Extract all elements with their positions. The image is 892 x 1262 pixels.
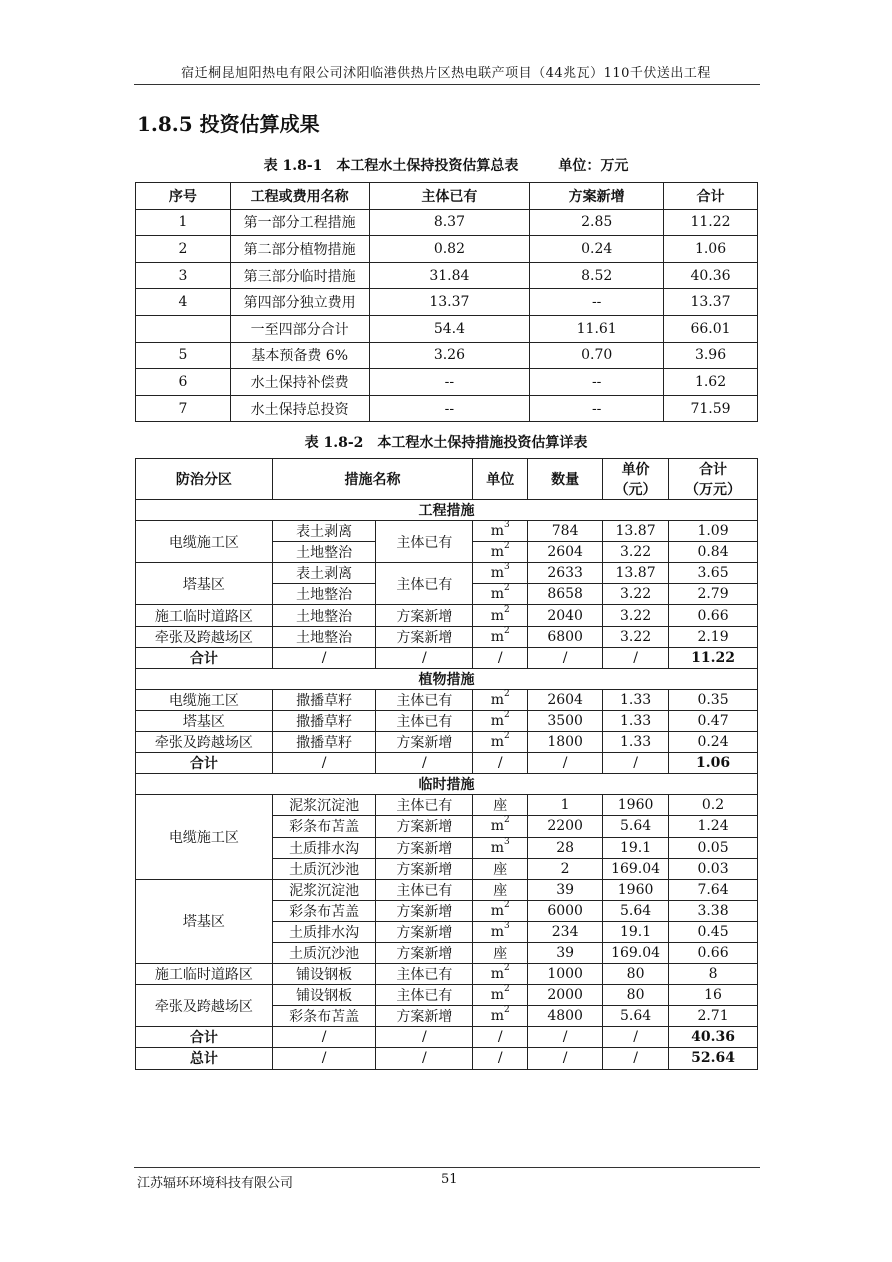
zone-cell: 牵张及跨越场区 [136, 985, 273, 1027]
unit-text: m [490, 734, 504, 751]
total-cell: 1.09 [669, 521, 758, 542]
table1-caption [0, 155, 892, 175]
unit-text: 座 [493, 861, 508, 878]
table1-row [136, 369, 758, 396]
table2-header-measure: 措施名称 [272, 459, 473, 500]
group-title-row [136, 668, 758, 689]
table1-cell: 第四部分独立费用 [230, 289, 369, 316]
unit-exponent: 2 [504, 541, 510, 552]
unit-text: m [490, 544, 504, 561]
group-title: 工程措施 [136, 500, 758, 521]
table2-header-zone: 防治分区 [136, 459, 273, 500]
total-cell: 0.84 [669, 542, 758, 563]
group-title-row [136, 774, 758, 795]
section-title: 1.8.5 投资估算成果 [137, 112, 320, 136]
price-header-line1: 单价 [621, 462, 650, 478]
slash-cell: / [473, 1027, 528, 1048]
table1-row [136, 209, 758, 236]
table1-cell: 3 [136, 262, 231, 289]
quantity-cell: 1000 [528, 964, 603, 985]
quantity-cell: 784 [528, 521, 603, 542]
unit-cell [473, 985, 528, 1006]
table1-row [136, 315, 758, 342]
table2-header-row [136, 459, 758, 500]
total-header-line2: （万元） [685, 482, 742, 498]
source-cell: 主体已有 [376, 964, 473, 985]
table1-header-cell: 工程或费用名称 [230, 183, 369, 210]
table2-row [136, 626, 758, 647]
quantity-cell: 2604 [528, 689, 603, 710]
quantity-cell: 2200 [528, 816, 603, 837]
price-cell: 5.64 [603, 900, 669, 921]
investment-summary-table [135, 182, 758, 422]
quantity-cell: 28 [528, 837, 603, 858]
table1-cell: -- [530, 369, 664, 396]
quantity-cell: 39 [528, 879, 603, 900]
quantity-cell: 2040 [528, 605, 603, 626]
source-cell: 主体已有 [376, 521, 473, 563]
table1-cell: 66.01 [664, 315, 758, 342]
table1-cell: 3.96 [664, 342, 758, 369]
table1-body [136, 209, 758, 422]
table1-cell: 第一部分工程措施 [230, 209, 369, 236]
quantity-cell: 4800 [528, 1006, 603, 1027]
measure-cell: 铺设钢板 [272, 964, 376, 985]
subtotal-total: 40.36 [669, 1027, 758, 1048]
unit-text: m [490, 607, 504, 624]
unit-text: m [490, 565, 504, 582]
unit-text: 座 [493, 946, 508, 963]
total-cell: 0.45 [669, 921, 758, 942]
measure-cell: 土地整治 [272, 626, 376, 647]
price-cell: 1.33 [603, 710, 669, 731]
table1-cell: 基本预备费 6% [230, 342, 369, 369]
source-cell: 主体已有 [376, 710, 473, 731]
measure-cell: 土质排水沟 [272, 921, 376, 942]
total-cell: 1.24 [669, 816, 758, 837]
source-cell: 主体已有 [376, 879, 473, 900]
table1-unit: 单位：万元 [558, 158, 629, 174]
footer-company: 江苏辐环环境科技有限公司 [137, 1176, 294, 1191]
group-title-row [136, 500, 758, 521]
slash-cell: / [376, 753, 473, 774]
table1-cell: -- [369, 395, 530, 422]
slash-cell: / [376, 1048, 473, 1069]
measure-cell: 铺设钢板 [272, 985, 376, 1006]
unit-cell [473, 732, 528, 753]
unit-cell [473, 879, 528, 900]
table1-cell: 1.06 [664, 236, 758, 263]
unit-exponent: 2 [504, 709, 510, 720]
price-cell: 5.64 [603, 816, 669, 837]
subtotal-label: 合计 [136, 1027, 273, 1048]
quantity-cell: 2000 [528, 985, 603, 1006]
slash-cell: / [272, 647, 376, 668]
total-header-line1: 合计 [699, 462, 728, 478]
subtotal-row [136, 1027, 758, 1048]
source-cell: 主体已有 [376, 563, 473, 605]
price-header-line2: （元） [614, 482, 657, 498]
unit-text: m [490, 1008, 504, 1025]
slash-cell: / [376, 1027, 473, 1048]
unit-cell [473, 921, 528, 942]
subtotal-total: 1.06 [669, 753, 758, 774]
table1-row [136, 289, 758, 316]
measure-cell: 撒播草籽 [272, 732, 376, 753]
zone-cell: 施工临时道路区 [136, 605, 273, 626]
table1-header-row [136, 183, 758, 210]
table1-cell: 11.61 [530, 315, 664, 342]
quantity-cell: 2604 [528, 542, 603, 563]
table2-header-unit: 单位 [473, 459, 528, 500]
unit-cell [473, 964, 528, 985]
table1-cell: 13.37 [369, 289, 530, 316]
table1-cell: 1.62 [664, 369, 758, 396]
table1-cell: 40.36 [664, 262, 758, 289]
slash-cell: / [528, 753, 603, 774]
footer-divider [134, 1167, 760, 1168]
total-cell: 7.64 [669, 879, 758, 900]
unit-cell [473, 521, 528, 542]
unit-exponent: 2 [504, 963, 510, 974]
unit-exponent: 2 [504, 984, 510, 995]
unit-exponent: 2 [504, 899, 510, 910]
source-cell: 主体已有 [376, 689, 473, 710]
table1-cell: 5 [136, 342, 231, 369]
unit-text: m [490, 691, 504, 708]
total-cell: 2.71 [669, 1006, 758, 1027]
table2-row [136, 795, 758, 816]
source-cell: 方案新增 [376, 921, 473, 942]
grand-total-row [136, 1048, 758, 1069]
table2-row [136, 521, 758, 542]
unit-text: m [490, 712, 504, 729]
quantity-cell: 234 [528, 921, 603, 942]
source-cell: 方案新增 [376, 732, 473, 753]
table1-cell: 31.84 [369, 262, 530, 289]
zone-cell: 塔基区 [136, 879, 273, 963]
quantity-cell: 3500 [528, 710, 603, 731]
quantity-cell: 2 [528, 858, 603, 879]
slash-cell: / [528, 1048, 603, 1069]
slash-cell: / [473, 1048, 528, 1069]
table1-cell: 0.70 [530, 342, 664, 369]
source-cell: 方案新增 [376, 1006, 473, 1027]
source-cell: 主体已有 [376, 795, 473, 816]
total-cell: 2.79 [669, 584, 758, 605]
table1-cell: 0.24 [530, 236, 664, 263]
subtotal-label: 合计 [136, 647, 273, 668]
table2-header-qty: 数量 [528, 459, 603, 500]
table1-cell: 3.26 [369, 342, 530, 369]
measure-cell: 土地整治 [272, 542, 376, 563]
quantity-cell: 39 [528, 942, 603, 963]
unit-text: m [490, 966, 504, 983]
header-divider [134, 84, 760, 85]
measure-cell: 土质沉沙池 [272, 858, 376, 879]
total-cell: 0.47 [669, 710, 758, 731]
table1-row [136, 395, 758, 422]
table1-cell: -- [530, 289, 664, 316]
table2-row [136, 689, 758, 710]
table1-cell: 2.85 [530, 209, 664, 236]
slash-cell: / [272, 1027, 376, 1048]
table1-cell: 2 [136, 236, 231, 263]
unit-exponent: 2 [504, 583, 510, 594]
unit-text: m [490, 902, 504, 919]
page-number: 51 [441, 1172, 458, 1187]
quantity-cell: 6000 [528, 900, 603, 921]
unit-cell [473, 858, 528, 879]
price-cell: 1960 [603, 795, 669, 816]
subtotal-row [136, 647, 758, 668]
source-cell: 方案新增 [376, 626, 473, 647]
unit-cell [473, 584, 528, 605]
source-cell: 方案新增 [376, 942, 473, 963]
table2-row [136, 563, 758, 584]
table1-cell: 1 [136, 209, 231, 236]
table1-cell: 一至四部分合计 [230, 315, 369, 342]
table2-header-price [603, 459, 669, 500]
measure-cell: 彩条布苫盖 [272, 1006, 376, 1027]
unit-exponent: 2 [504, 731, 510, 742]
price-cell: 169.04 [603, 942, 669, 963]
measure-cell: 撒播草籽 [272, 710, 376, 731]
price-cell: 3.22 [603, 542, 669, 563]
unit-exponent: 3 [504, 836, 510, 847]
table2-row [136, 605, 758, 626]
zone-cell: 塔基区 [136, 710, 273, 731]
price-cell: 1.33 [603, 732, 669, 753]
measure-cell: 泥浆沉淀池 [272, 795, 376, 816]
total-cell: 0.66 [669, 605, 758, 626]
measure-cell: 泥浆沉淀池 [272, 879, 376, 900]
price-cell: 80 [603, 985, 669, 1006]
measure-cell: 彩条布苫盖 [272, 900, 376, 921]
table1-cell: 8.52 [530, 262, 664, 289]
unit-cell [473, 942, 528, 963]
unit-cell [473, 900, 528, 921]
price-cell: 3.22 [603, 584, 669, 605]
unit-text: m [490, 923, 504, 940]
zone-cell: 电缆施工区 [136, 689, 273, 710]
unit-exponent: 2 [504, 688, 510, 699]
slash-cell: / [272, 1048, 376, 1069]
table1-cell: 71.59 [664, 395, 758, 422]
total-cell: 8 [669, 964, 758, 985]
unit-exponent: 2 [504, 815, 510, 826]
quantity-cell: 1 [528, 795, 603, 816]
table1-cell: -- [530, 395, 664, 422]
source-cell: 方案新增 [376, 816, 473, 837]
table2-row [136, 985, 758, 1006]
price-cell: 80 [603, 964, 669, 985]
table2-body [136, 459, 758, 1070]
unit-text: m [490, 839, 504, 856]
table1-cell: 第三部分临时措施 [230, 262, 369, 289]
unit-cell [473, 816, 528, 837]
group-title: 临时措施 [136, 774, 758, 795]
table1-caption-text: 表 1.8-1 本工程水土保持投资估算总表 [263, 158, 519, 174]
table1-cell: 水土保持总投资 [230, 395, 369, 422]
slash-cell: / [603, 1048, 669, 1069]
price-cell: 3.22 [603, 605, 669, 626]
price-cell: 169.04 [603, 858, 669, 879]
zone-cell: 牵张及跨越场区 [136, 732, 273, 753]
total-cell: 0.05 [669, 837, 758, 858]
table1-cell: 第二部分植物措施 [230, 236, 369, 263]
measure-cell: 撒播草籽 [272, 689, 376, 710]
measure-cell: 土地整治 [272, 605, 376, 626]
unit-exponent: 3 [504, 920, 510, 931]
table1-cell [136, 315, 231, 342]
unit-cell [473, 1006, 528, 1027]
total-cell: 0.2 [669, 795, 758, 816]
source-cell: 方案新增 [376, 900, 473, 921]
zone-cell: 电缆施工区 [136, 521, 273, 563]
total-cell: 0.66 [669, 942, 758, 963]
grand-total-total: 52.64 [669, 1048, 758, 1069]
unit-text: 座 [493, 882, 508, 899]
subtotal-total: 11.22 [669, 647, 758, 668]
price-cell: 5.64 [603, 1006, 669, 1027]
total-cell: 0.35 [669, 689, 758, 710]
price-cell: 19.1 [603, 921, 669, 942]
measure-cell: 表土剥离 [272, 521, 376, 542]
source-cell: 方案新增 [376, 837, 473, 858]
table1-row [136, 236, 758, 263]
price-cell: 3.22 [603, 626, 669, 647]
measure-cell: 土质沉沙池 [272, 942, 376, 963]
unit-exponent: 2 [504, 1005, 510, 1016]
page-header-title: 宿迁桐昆旭阳热电有限公司沭阳临港供热片区热电联产项目（44兆瓦）110千伏送出工程 [181, 66, 711, 81]
unit-cell [473, 837, 528, 858]
price-cell: 13.87 [603, 521, 669, 542]
table1-cell: 水土保持补偿费 [230, 369, 369, 396]
quantity-cell: 6800 [528, 626, 603, 647]
table1-row [136, 262, 758, 289]
slash-cell: / [376, 647, 473, 668]
table1-row [136, 342, 758, 369]
slash-cell: / [528, 1027, 603, 1048]
price-cell: 1960 [603, 879, 669, 900]
unit-cell [473, 710, 528, 731]
table1-cell: 0.82 [369, 236, 530, 263]
table2-caption: 表 1.8-2 本工程水土保持措施投资估算详表 [304, 435, 588, 451]
zone-cell: 电缆施工区 [136, 795, 273, 879]
unit-text: 座 [493, 798, 508, 815]
table1-cell: 11.22 [664, 209, 758, 236]
table2-row [136, 964, 758, 985]
table1-header-cell: 合计 [664, 183, 758, 210]
unit-cell [473, 626, 528, 647]
table1-cell: 8.37 [369, 209, 530, 236]
unit-text: m [490, 818, 504, 835]
measure-cell: 彩条布苫盖 [272, 816, 376, 837]
table1-cell: 4 [136, 289, 231, 316]
slash-cell: / [473, 753, 528, 774]
table2-row [136, 710, 758, 731]
unit-cell [473, 605, 528, 626]
price-cell: 1.33 [603, 689, 669, 710]
table1-header-cell: 主体已有 [369, 183, 530, 210]
measure-cell: 表土剥离 [272, 563, 376, 584]
unit-text: m [490, 586, 504, 603]
zone-cell: 塔基区 [136, 563, 273, 605]
unit-text: m [490, 628, 504, 645]
total-cell: 3.38 [669, 900, 758, 921]
table2-header-total [669, 459, 758, 500]
total-cell: 3.65 [669, 563, 758, 584]
unit-cell [473, 689, 528, 710]
price-cell: 13.87 [603, 563, 669, 584]
source-cell: 主体已有 [376, 985, 473, 1006]
slash-cell: / [603, 647, 669, 668]
source-cell: 方案新增 [376, 605, 473, 626]
group-title: 植物措施 [136, 668, 758, 689]
table1-cell: -- [369, 369, 530, 396]
table1-cell: 7 [136, 395, 231, 422]
slash-cell: / [603, 1027, 669, 1048]
measure-detail-table [135, 458, 758, 1070]
zone-cell: 施工临时道路区 [136, 964, 273, 985]
measure-cell: 土地整治 [272, 584, 376, 605]
unit-exponent: 2 [504, 604, 510, 615]
unit-cell [473, 795, 528, 816]
table2-row [136, 879, 758, 900]
source-cell: 方案新增 [376, 858, 473, 879]
zone-cell: 牵张及跨越场区 [136, 626, 273, 647]
slash-cell: / [603, 753, 669, 774]
unit-cell [473, 542, 528, 563]
price-cell: 19.1 [603, 837, 669, 858]
slash-cell: / [473, 647, 528, 668]
quantity-cell: 1800 [528, 732, 603, 753]
subtotal-row [136, 753, 758, 774]
unit-exponent: 3 [504, 562, 510, 573]
unit-text: m [490, 523, 504, 540]
total-cell: 0.24 [669, 732, 758, 753]
table1-header-cell: 序号 [136, 183, 231, 210]
quantity-cell: 2633 [528, 563, 603, 584]
unit-exponent: 3 [504, 520, 510, 531]
unit-exponent: 2 [504, 625, 510, 636]
slash-cell: / [272, 753, 376, 774]
table1-cell: 6 [136, 369, 231, 396]
table1-header-cell: 方案新增 [530, 183, 664, 210]
unit-cell [473, 563, 528, 584]
total-cell: 2.19 [669, 626, 758, 647]
unit-text: m [490, 987, 504, 1004]
measure-cell: 土质排水沟 [272, 837, 376, 858]
slash-cell: / [528, 647, 603, 668]
total-cell: 0.03 [669, 858, 758, 879]
total-cell: 16 [669, 985, 758, 1006]
quantity-cell: 8658 [528, 584, 603, 605]
table2-row [136, 732, 758, 753]
table1-cell: 54.4 [369, 315, 530, 342]
table1-cell: 13.37 [664, 289, 758, 316]
grand-total-label: 总计 [136, 1048, 273, 1069]
subtotal-label: 合计 [136, 753, 273, 774]
